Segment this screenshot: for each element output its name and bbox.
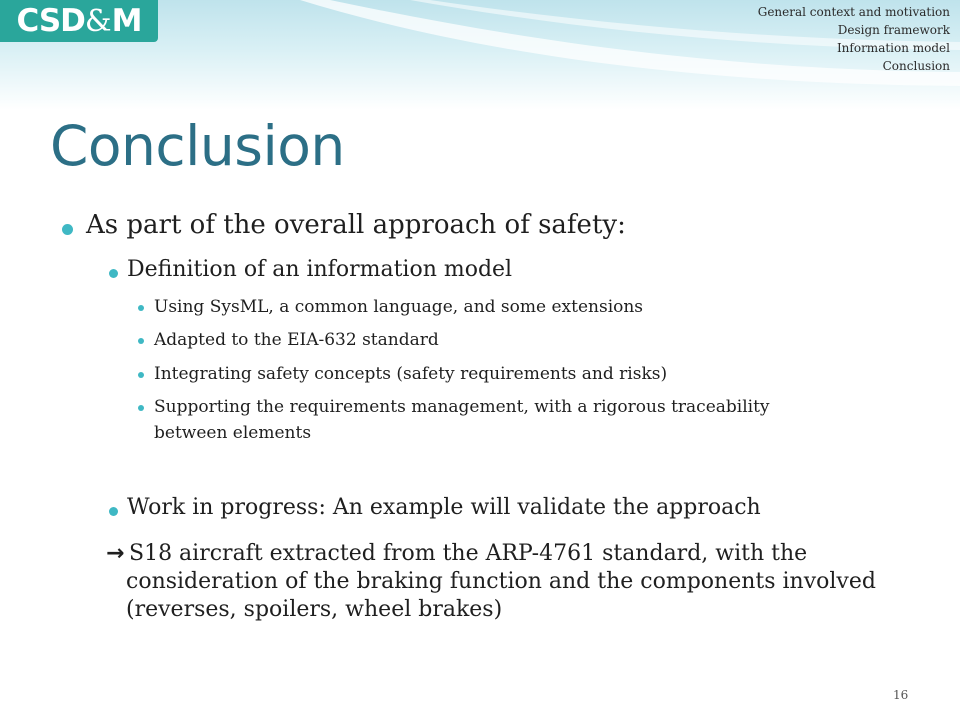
arrow-right-icon: → bbox=[106, 541, 125, 566]
bullet-safety-concepts: Integrating safety concepts (safety requirements and risks) bbox=[154, 364, 668, 384]
bullet-sysml: Using SysML, a common language, and some extensions bbox=[154, 297, 644, 317]
page-number: 16 bbox=[893, 688, 909, 702]
bullet-dot-icon bbox=[138, 305, 144, 311]
example-note-text: S18 aircraft extracted from the ARP-4761 standard, with the consideration of the braking function and the components involved (reverses, spoilers, wheel brakes) bbox=[126, 541, 876, 622]
bullet-dot-icon bbox=[138, 405, 144, 411]
bullet-dot-icon bbox=[62, 224, 73, 235]
bullet-dot-icon bbox=[138, 338, 144, 344]
nav-item-context[interactable]: General context and motivation bbox=[757, 5, 950, 19]
example-note bbox=[106, 540, 926, 624]
bullet-work-in-progress: Work in progress: An example will validate the approach bbox=[127, 495, 761, 520]
nav-item-information[interactable]: Information model bbox=[836, 41, 950, 55]
bullet-overall-approach: As part of the overall approach of safety: bbox=[86, 210, 626, 240]
bullet-dot-icon bbox=[109, 507, 118, 516]
bullet-dot-icon bbox=[138, 372, 144, 378]
bullet-eia632: Adapted to the EIA-632 standard bbox=[154, 330, 439, 350]
nav-item-conclusion[interactable]: Conclusion bbox=[882, 59, 950, 73]
nav-item-design[interactable]: Design framework bbox=[837, 23, 950, 37]
bullet-dot-icon bbox=[109, 269, 118, 278]
section-nav bbox=[758, 3, 950, 75]
page-title: Conclusion bbox=[50, 114, 345, 178]
bullet-requirements-management-cont: between elements bbox=[154, 423, 312, 443]
bullet-definition: Definition of an information model bbox=[127, 257, 513, 282]
logo-text: CSD&M bbox=[16, 2, 142, 39]
bullet-requirements-management: Supporting the requirements management, with a rigorous traceability bbox=[154, 397, 770, 417]
logo bbox=[0, 0, 158, 42]
